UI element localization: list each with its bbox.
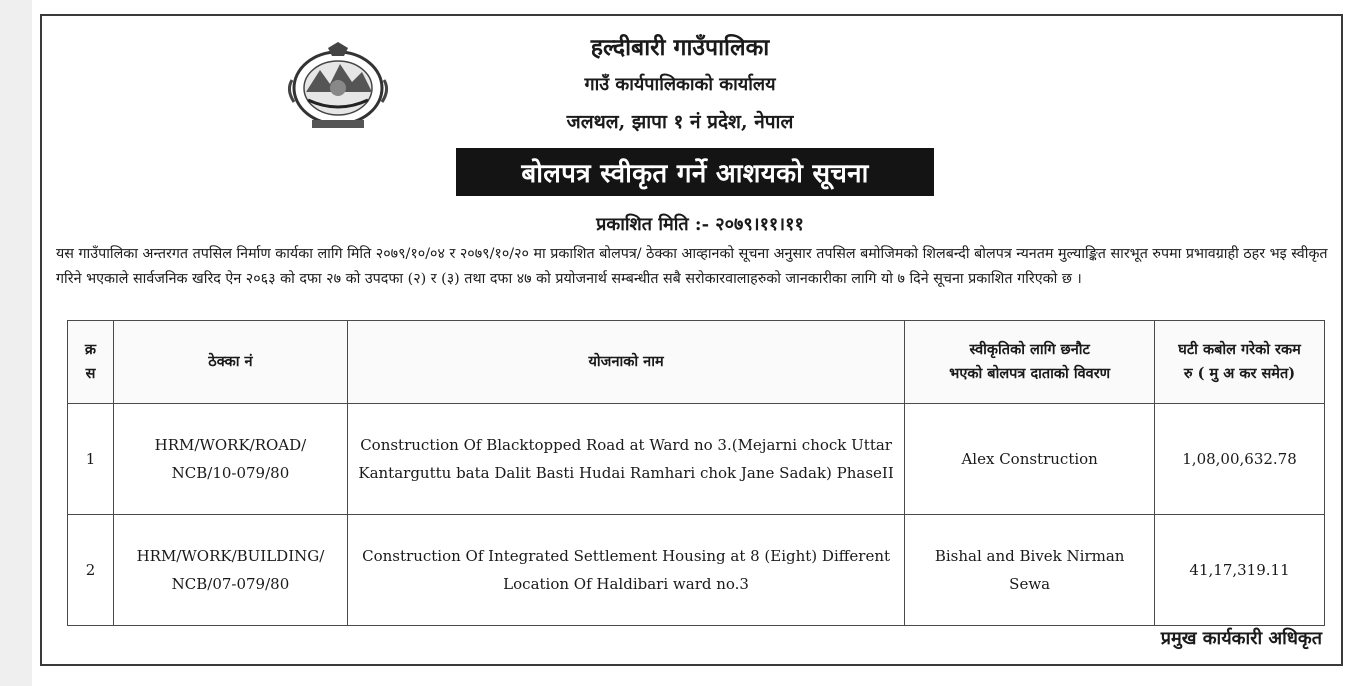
contract-line-1: HRM/WORK/ROAD/ bbox=[154, 436, 307, 454]
award-table bbox=[67, 320, 1325, 626]
cell-contract-no bbox=[113, 515, 347, 626]
project-line-2: Location Of Haldibari ward no.3 bbox=[503, 575, 749, 593]
published-date: प्रकाशित मिति :- २०७९।११।११ bbox=[596, 214, 804, 235]
col-header-amount-bottom: रु ( मु अ कर समेत) bbox=[1183, 365, 1296, 382]
notice-title: बोलपत्र स्वीकृत गर्ने आशयको सूचना bbox=[456, 148, 934, 196]
cell-sn: 1 bbox=[68, 404, 114, 515]
contract-line-2: NCB/07-079/80 bbox=[171, 575, 290, 593]
col-header-contract-no: ठेक्का नं bbox=[113, 321, 347, 404]
col-header-amount-top: घटी कबोल गरेको रकम bbox=[1178, 341, 1301, 358]
table-row bbox=[68, 515, 1325, 626]
col-header-sn-top: क्र bbox=[84, 341, 97, 358]
office-name: हल्दीबारी गाउँपालिका bbox=[590, 34, 770, 61]
notice-body: यस गाउँपालिका अन्तरगत तपसिल निर्माण कार्यका लागि मिति २०७९/१०/०४ र २०७९/१०/२० मा प्रकाशित बोलपत्र/ ठेक्का आव्हानको सूचना अनुसार तपसिल बमोजिमको शिलबन्दी बोलपत्र न्यनतम मुल्याङ्कित सारभूत रुपमा प्रभावग्राही ठहर भइ स्वीकृत गरिने भएकाले सार्वजनिक खरिद ऐन २०६३ को दफा २७ को उपदफा (२) र (३) तथा दफा ४७ को प्रयोजनार्थ सम्बन्धीत सबै सरोकारवालाहरुको जानकारीका लागि यो ७ दिने सूचना प्रकाशित गरिएको छ । bbox=[56, 246, 1328, 287]
col-header-bidder-top: स्वीकृतिको लागि छनौट bbox=[969, 341, 1090, 358]
project-line-1: Construction Of Blacktopped Road at Ward no 3.(Mejarni chock Uttar bbox=[360, 436, 892, 454]
col-header-bidder bbox=[905, 321, 1155, 404]
cell-bidder: Bishal and Bivek Nirman Sewa bbox=[905, 515, 1155, 626]
cell-amount: 41,17,319.11 bbox=[1155, 515, 1325, 626]
table-row bbox=[68, 404, 1325, 515]
office-subtitle: गाउँ कार्यपालिकाको कार्यालय bbox=[584, 74, 776, 95]
col-header-amount bbox=[1155, 321, 1325, 404]
table-header-row bbox=[68, 321, 1325, 404]
col-header-sn-bottom: स bbox=[85, 365, 96, 382]
contract-line-2: NCB/10-079/80 bbox=[171, 464, 290, 482]
office-address: जलथल, झापा १ नं प्रदेश, नेपाल bbox=[566, 111, 794, 133]
col-header-project-name: योजनाको नाम bbox=[347, 321, 904, 404]
signoff-title: प्रमुख कार्यकारी अधिकृत bbox=[1160, 628, 1322, 649]
cell-amount: 1,08,00,632.78 bbox=[1155, 404, 1325, 515]
cell-project-name bbox=[347, 404, 904, 515]
cell-contract-no bbox=[113, 404, 347, 515]
col-header-sn bbox=[68, 321, 114, 404]
cell-bidder: Alex Construction bbox=[905, 404, 1155, 515]
contract-line-1: HRM/WORK/BUILDING/ bbox=[136, 547, 325, 565]
project-line-1: Construction Of Integrated Settlement Housing at 8 (Eight) Different bbox=[362, 547, 891, 565]
cell-project-name bbox=[347, 515, 904, 626]
col-header-bidder-bottom: भएको बोलपत्र दाताको विवरण bbox=[949, 365, 1111, 382]
government-emblem-icon bbox=[284, 40, 392, 132]
cell-sn: 2 bbox=[68, 515, 114, 626]
project-line-2: Kantarguttu bata Dalit Basti Hudai Ramhari chok Jane Sadak) PhaseII bbox=[358, 464, 894, 482]
